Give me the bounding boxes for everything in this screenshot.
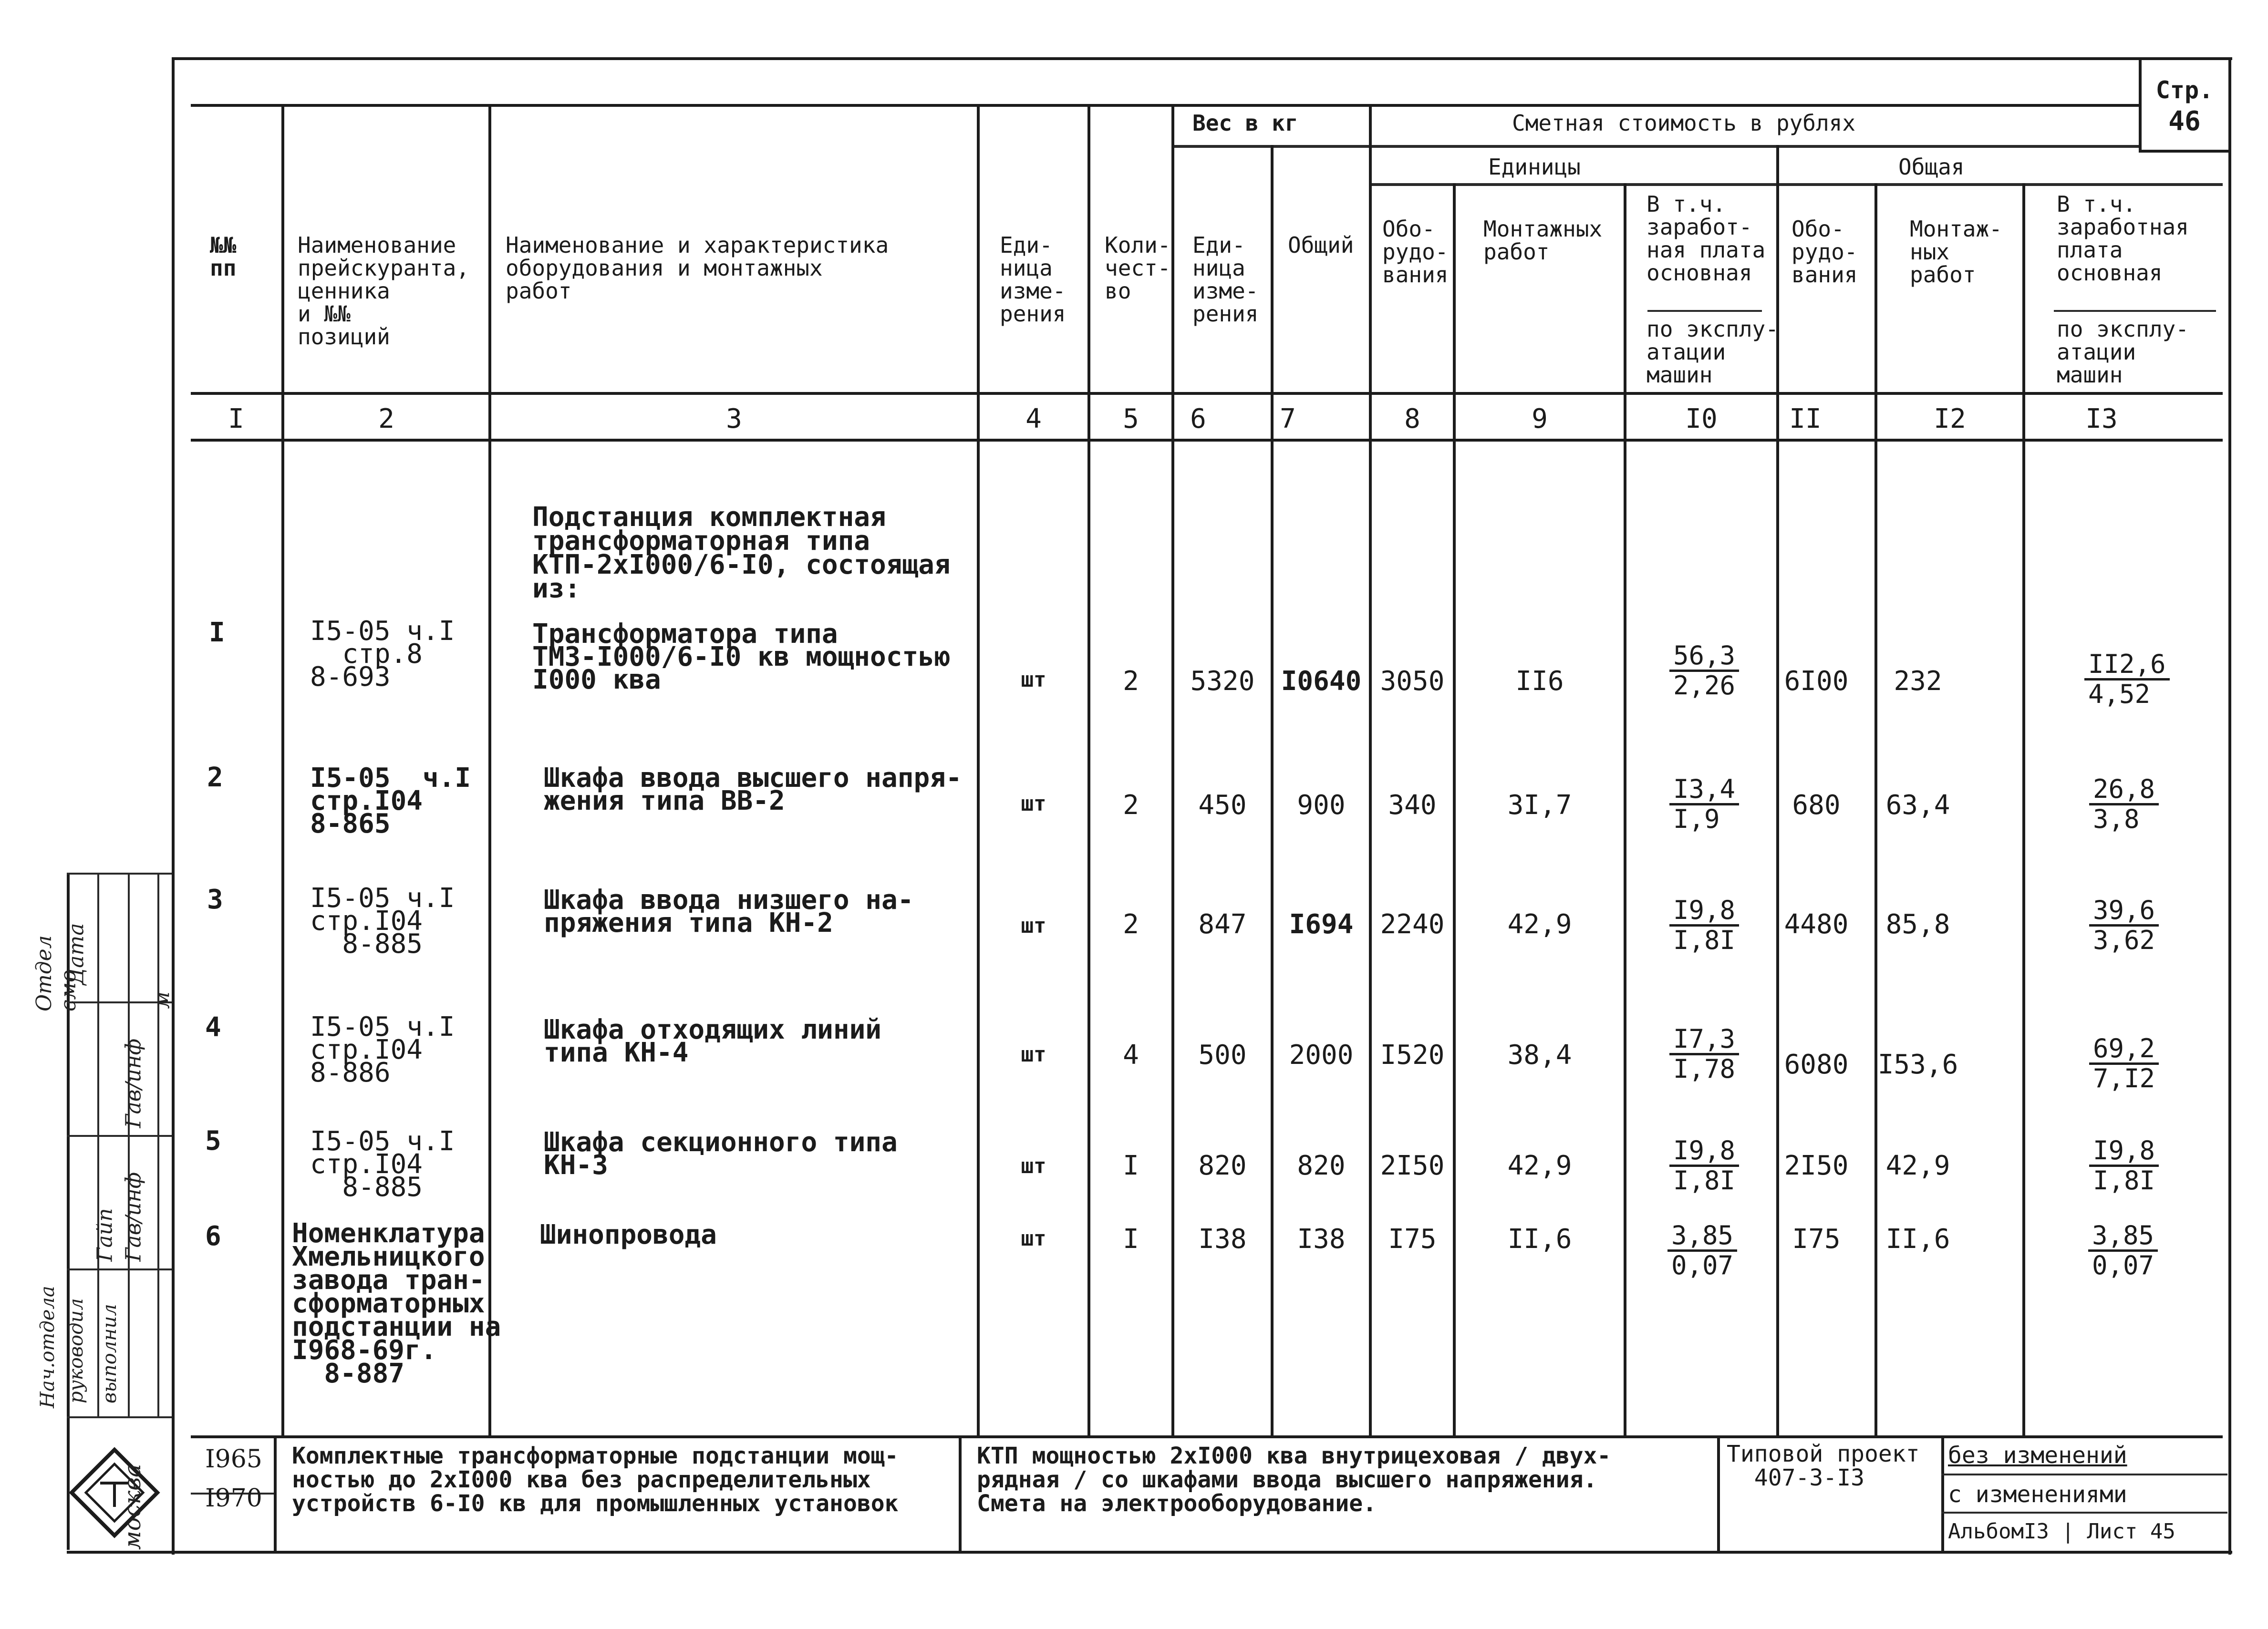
- header-col11: Обо- рудо- вания: [1792, 216, 1858, 288]
- row-total-wage-main: 69,2: [2089, 1035, 2159, 1065]
- row-unit: шт: [1021, 668, 1046, 692]
- footer-rule-a: [1941, 1474, 2227, 1475]
- row-total-wage-fraction: [2088, 1222, 2158, 1279]
- stamp-row-3: [67, 1268, 172, 1270]
- row-number: 3: [207, 884, 223, 915]
- row-total-equipment: 6I00: [1784, 666, 1849, 697]
- colnum-4: 4: [1025, 403, 1042, 434]
- col-sep-9: [1624, 183, 1626, 1435]
- colnum-3: 3: [726, 403, 742, 434]
- row-total-wage-machines: I,8I: [2093, 1165, 2155, 1196]
- footer-sep-2: [959, 1435, 962, 1551]
- footer-rule-b: [1941, 1512, 2227, 1514]
- row-cost-equipment: I520: [1380, 1040, 1445, 1071]
- row-weight-unit: 500: [1198, 1040, 1247, 1071]
- row-wage-fraction: [1669, 897, 1739, 954]
- col-sep-1: [281, 104, 284, 1435]
- header-col3: Наименование и характеристика оборудования и монтажных работ: [506, 232, 889, 304]
- row-wage-machines: 2,26: [1673, 670, 1736, 701]
- row-wage-main: I9,8: [1669, 1137, 1739, 1167]
- row-unit: шт: [1021, 914, 1046, 938]
- stamp-col-2: [128, 873, 130, 1416]
- row-total-equipment: 4480: [1784, 909, 1849, 940]
- col13-sub-rule: [2054, 310, 2216, 312]
- footer-with-changes: с изменениями: [1948, 1481, 2127, 1508]
- row-total-wage-machines: 3,62: [2093, 925, 2155, 955]
- footer-sep-1: [274, 1435, 277, 1551]
- stamp-m: м: [150, 991, 175, 1009]
- row-cost-equipment: 340: [1388, 790, 1437, 821]
- row-name: Шкафа ввода низшего на- пряжения типа КН-2: [544, 885, 914, 938]
- footer-sep-4: [1941, 1435, 1944, 1551]
- header-cost-group: Сметная стоимость в рублях: [1512, 110, 1856, 136]
- col-sep-12: [2022, 183, 2025, 1435]
- stamp-date: Дата: [64, 923, 89, 985]
- row-total-equipment: I75: [1792, 1224, 1841, 1255]
- row-wage-machines: I,8I: [1673, 1165, 1736, 1196]
- colnum-13: I3: [2085, 403, 2118, 434]
- colnum-12: I2: [1934, 403, 1966, 434]
- row-reference: I5-05 ч.I стр.I04 8-886: [310, 1011, 455, 1088]
- row-cost-equipment: 2240: [1380, 909, 1445, 940]
- header-col4: Еди- ница изме- рения: [1000, 232, 1066, 327]
- row-cost-mounting: 42,9: [1507, 909, 1572, 940]
- row-unit: шт: [1021, 1042, 1046, 1067]
- row-weight-total: 900: [1297, 790, 1346, 821]
- row-total-mounting: 232: [1894, 666, 1942, 697]
- row-weight-unit: 847: [1198, 909, 1247, 940]
- row-unit: шт: [1021, 1227, 1046, 1251]
- row-wage-main: I3,4: [1669, 775, 1739, 805]
- footer-project: Типовой проект 407-3-I3: [1727, 1441, 1920, 1491]
- header-col1: №№ пп: [210, 232, 237, 281]
- row-qty: I: [1123, 1224, 1139, 1255]
- table-top-rule: [191, 104, 2139, 107]
- frame-right: [2228, 57, 2231, 1555]
- row-total-mounting: 63,4: [1885, 790, 1950, 821]
- stamp-done: выполнил: [99, 1304, 121, 1403]
- colnum-11: II: [1789, 403, 1822, 434]
- row-name: Шкафа ввода высшего напря- жения типа ВВ-2: [544, 763, 962, 816]
- row-weight-total: I694: [1289, 909, 1354, 940]
- header-col13-bottom: по эксплу- атации машин: [2057, 316, 2189, 388]
- row-total-equipment: 2I50: [1784, 1150, 1849, 1181]
- row-weight-unit: 450: [1198, 790, 1247, 821]
- row-number: 6: [205, 1221, 221, 1252]
- row-weight-total: I0640: [1281, 666, 1362, 697]
- row-reference: I5-05 ч.I стр.8 8-693: [310, 616, 455, 692]
- row-total-wage-fraction: [2089, 1035, 2159, 1093]
- footer-album-sheet: АльбомI3 | Лист 45: [1948, 1519, 2175, 1544]
- colnum-1: I: [228, 403, 244, 434]
- row-total-mounting: 85,8: [1885, 909, 1950, 940]
- row-weight-total: 2000: [1289, 1040, 1354, 1071]
- row-total-wage-machines: 3,8: [2093, 804, 2140, 834]
- row-weight-unit: 5320: [1190, 666, 1255, 697]
- header-bottom-rule: [191, 392, 2223, 395]
- row-total-wage-fraction: [2089, 775, 2159, 833]
- stamp-row-2: [67, 1135, 172, 1137]
- row-reference: I5-05 ч.I стр.I04 8-885: [310, 1126, 455, 1203]
- row-total-wage-machines: 7,I2: [2093, 1063, 2155, 1093]
- header-col12: Монтаж- ных работ: [1910, 216, 2002, 288]
- row-total-wage-fraction: [2084, 650, 2170, 708]
- row-cost-mounting: 38,4: [1507, 1040, 1572, 1071]
- header-col6: Еди- ница изме- рения: [1192, 232, 1259, 327]
- row-reference: I5-05 ч.I стр.I04 8-865: [310, 763, 471, 839]
- row-name: Шкафа отходящих линий типа КН-4: [544, 1014, 882, 1068]
- row-cost-mounting: 3I,7: [1507, 790, 1572, 821]
- row-total-wage-fraction: [2089, 897, 2159, 954]
- stamp-bottom: [67, 1416, 172, 1418]
- row-total-wage-main: II2,6: [2084, 650, 2170, 680]
- row-name: Трансформатора типа ТМЗ-I000/6-I0 кв мощностью I000 ква: [532, 619, 951, 695]
- row-qty: I: [1123, 1150, 1139, 1181]
- page-number: 46: [2168, 106, 2201, 137]
- row-wage-main: I7,3: [1669, 1025, 1739, 1055]
- header-col13-top: В т.ч. заработная плата основная: [2057, 191, 2189, 286]
- col10-sub-rule: [1647, 310, 1762, 312]
- stamp-top: [67, 873, 172, 875]
- row-total-wage-fraction: [2089, 1137, 2159, 1195]
- row-total-wage-machines: 0,07: [2092, 1250, 2154, 1280]
- row-cost-equipment: 2I50: [1380, 1150, 1445, 1181]
- row-cost-equipment: I75: [1388, 1224, 1437, 1255]
- row-wage-machines: I,78: [1673, 1054, 1736, 1084]
- weight-group-rule: [1171, 145, 2139, 148]
- row-number: 2: [207, 762, 223, 793]
- row-qty: 2: [1123, 666, 1139, 697]
- row-total-equipment: 6080: [1784, 1049, 1849, 1080]
- header-col5: Коли- чест- во: [1105, 232, 1171, 304]
- colnum-bottom-rule: [191, 439, 2223, 442]
- row-wage-machines: I,8I: [1673, 925, 1736, 955]
- row-weight-unit: I38: [1198, 1224, 1247, 1255]
- row-total-wage-main: 26,8: [2089, 775, 2159, 805]
- header-col8: Обо- рудо- вания: [1382, 216, 1449, 288]
- row-total-mounting: I53,6: [1877, 1049, 1958, 1080]
- header-col9: Монтажных работ: [1483, 216, 1603, 265]
- colnum-8: 8: [1404, 403, 1420, 434]
- footer-year-bottom: I970: [205, 1484, 262, 1513]
- row-weight-unit: 820: [1198, 1150, 1247, 1181]
- row-unit: шт: [1021, 1154, 1046, 1178]
- row-name: Шинопровода: [540, 1219, 717, 1250]
- footer-sep-3: [1717, 1435, 1720, 1551]
- row-total-wage-main: 3,85: [2088, 1222, 2158, 1252]
- row-wage-fraction: [1669, 1025, 1739, 1083]
- stamp-signature-2: Гав/инф: [121, 1172, 146, 1262]
- stamp-lead: руководил: [65, 1298, 87, 1403]
- row-cost-equipment: 3050: [1380, 666, 1445, 697]
- frame-bottom: [67, 1551, 2232, 1554]
- row-number: I: [209, 617, 225, 648]
- colnum-10: I0: [1685, 403, 1718, 434]
- header-col2: Наименование прейскуранта, ценника и №№ позиций: [298, 232, 470, 350]
- row-qty: 4: [1123, 1040, 1139, 1071]
- row-total-wage-machines: 4,52: [2088, 679, 2151, 709]
- page-box-bottom: [2139, 150, 2231, 153]
- row-total-mounting: 42,9: [1885, 1150, 1950, 1181]
- stamp-dept: Отдел смо: [32, 935, 81, 1011]
- footer-city: москва: [119, 1464, 146, 1550]
- row-number: 5: [205, 1125, 221, 1156]
- header-unit-group: Единицы: [1488, 154, 1581, 180]
- row-wage-fraction: [1669, 642, 1739, 700]
- row-weight-total: 820: [1297, 1150, 1346, 1181]
- row-name: Шкафа секционного типа КН-3: [544, 1127, 898, 1181]
- page-box-left: [2139, 57, 2142, 153]
- header-col10-bottom: по эксплу- атации машин: [1647, 316, 1779, 388]
- row-reference: I5-05 ч.I стр.I04 8-885: [310, 883, 455, 959]
- colnum-7: 7: [1280, 403, 1296, 434]
- stamp-head: Нач.отдела: [37, 1286, 59, 1408]
- row-number: 4: [205, 1012, 221, 1043]
- footer-series-title: Комплектные трансформаторные подстанции мощ- ностью до 2хI000 ква без распределительных устройств 6-I0 кв для промышленных установок: [292, 1443, 899, 1517]
- row-qty: 2: [1123, 909, 1139, 940]
- row-total-wage-main: 39,6: [2089, 897, 2159, 927]
- header-total-group: Общая: [1898, 154, 1965, 180]
- stamp-signature-3: Гайп: [93, 1208, 117, 1262]
- row-wage-machines: I,9: [1673, 804, 1720, 834]
- colnum-9: 9: [1532, 403, 1548, 434]
- intro-text: Подстанция комплектная трансформаторная типа КТП-2хI000/6-I0, состоящая из:: [532, 502, 951, 604]
- row-weight-total: I38: [1297, 1224, 1346, 1255]
- colnum-6: 6: [1190, 403, 1206, 434]
- row-wage-machines: 0,07: [1671, 1250, 1734, 1280]
- colnum-2: 2: [378, 403, 394, 434]
- row-wage-main: I9,8: [1669, 897, 1739, 927]
- frame-top: [172, 57, 2232, 60]
- row-total-wage-main: I9,8: [2089, 1137, 2159, 1167]
- table-bottom-rule: [191, 1435, 2223, 1438]
- row-cost-mounting: 42,9: [1507, 1150, 1572, 1181]
- stamp-signature-1: Гав/инф: [121, 1038, 146, 1128]
- row-wage-main: 3,85: [1667, 1222, 1737, 1252]
- footer-document-title: КТП мощностью 2хI000 ква внутрицеховая / двух- рядная / со шкафами ввода высшего напряжения. Смета на электрооборудование.: [977, 1443, 1611, 1517]
- unit-group-rule: [1369, 183, 2223, 186]
- header-weight-group: Вес в кг: [1192, 110, 1298, 136]
- row-unit: шт: [1021, 792, 1046, 816]
- row-reference: Номенклатура Хмельницкого завода тран- сформаторных подстанции на I968-69г. 8-887: [292, 1218, 501, 1389]
- row-wage-fraction: [1669, 775, 1739, 833]
- header-col10-top: В т.ч. заработ- ная плата основная: [1647, 191, 1766, 286]
- row-qty: 2: [1123, 790, 1139, 821]
- row-total-equipment: 680: [1792, 790, 1841, 821]
- stamp-col-3: [157, 873, 159, 1416]
- frame-left: [172, 57, 175, 1555]
- row-wage-main: 56,3: [1669, 642, 1739, 672]
- row-total-mounting: II,6: [1885, 1224, 1950, 1255]
- row-wage-fraction: [1667, 1222, 1737, 1279]
- row-wage-fraction: [1669, 1137, 1739, 1195]
- footer-year-top: I965: [205, 1445, 262, 1474]
- colnum-5: 5: [1123, 403, 1139, 434]
- footer-no-changes: без изменений: [1948, 1442, 2127, 1469]
- row-cost-mounting: II,6: [1507, 1224, 1572, 1255]
- header-col7: Общий: [1288, 232, 1354, 258]
- page-label: Стр.: [2155, 76, 2214, 104]
- row-cost-mounting: II6: [1515, 666, 1564, 697]
